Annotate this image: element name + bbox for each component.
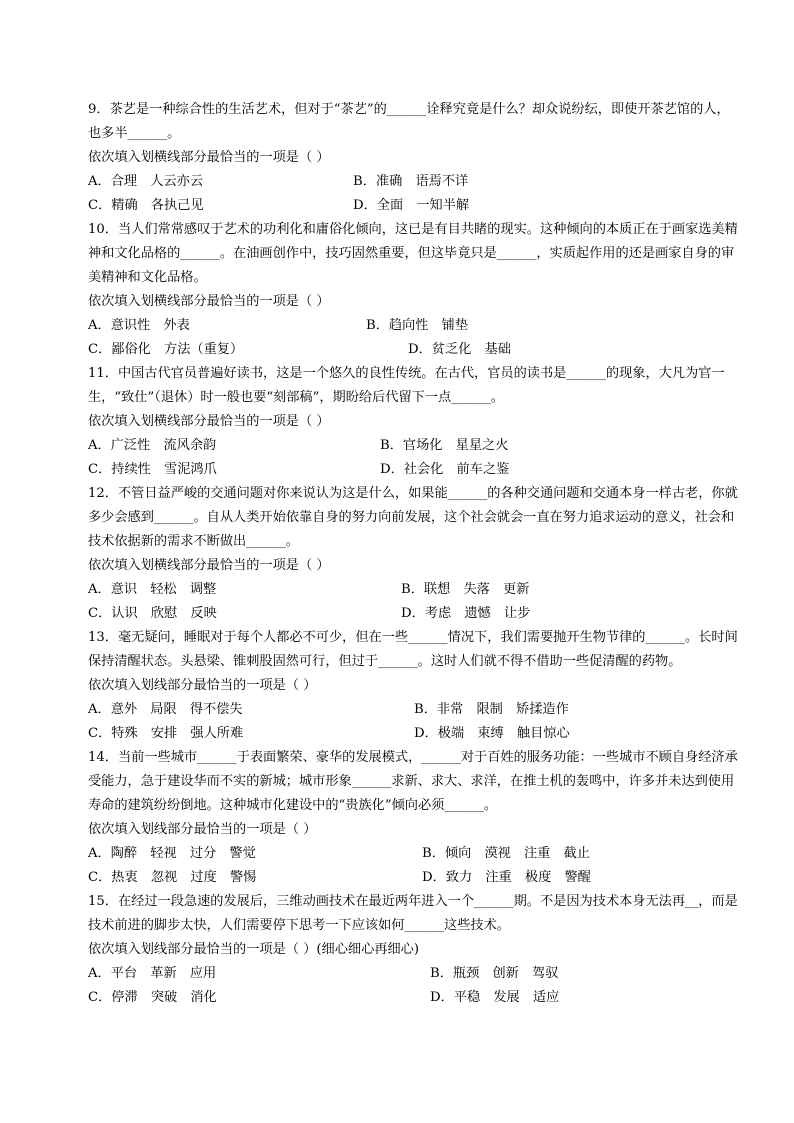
option-row (88, 722, 738, 746)
option-a[interactable]: A．平台 革新 应用 (88, 966, 217, 981)
option-b[interactable]: B．官场化 星星之火 (380, 438, 509, 453)
option-d[interactable]: D．贫乏化 基础 (408, 342, 511, 357)
option-d[interactable]: D．致力 注重 极度 警醒 (422, 870, 591, 885)
question-stem: 10．当人们常常感叹于艺术的功利化和庸俗化倾向，这已是有目共睹的现实。这种倾向的本质正在于画家选美精神和文化品格的______。在油画创作中，技巧固然重要，但这毕竟只是______，实质起作用的还是画家自身的审美精神和文化品格。 (88, 222, 738, 285)
option-c[interactable]: C．精确 各执己见 (88, 198, 204, 213)
question-10 (88, 218, 738, 362)
option-a[interactable]: A．意识 轻松 调整 (88, 582, 217, 597)
option-row (88, 962, 738, 986)
question-prompt: 依次填入划横线部分最恰当的一项是（ ） (88, 294, 330, 309)
option-c[interactable]: C．认识 欣慰 反映 (88, 606, 217, 621)
option-c[interactable]: C．热衷 忽视 过度 警惕 (88, 870, 257, 885)
document-page (88, 98, 738, 1010)
option-row (88, 698, 738, 722)
question-11 (88, 362, 738, 482)
option-b[interactable]: B．非常 限制 矫揉造作 (414, 702, 569, 717)
option-b[interactable]: B．准确 语焉不详 (353, 174, 469, 189)
option-a[interactable]: A．广泛性 流风余韵 (88, 438, 217, 453)
option-b[interactable]: B．联想 失落 更新 (401, 582, 530, 597)
question-stem: 11．中国古代官员普遍好读书，这是一个悠久的良性传统。在古代，官员的读书是______的现象，大凡为官一生，“致仕”（退休）时一般也要“刻部稿”，期盼给后代留下一点______。 (88, 366, 725, 405)
option-a[interactable]: A．合理 人云亦云 (88, 174, 204, 189)
option-d[interactable]: D．极端 束缚 触目惊心 (414, 726, 570, 741)
option-b[interactable]: B．趋向性 铺垫 (366, 318, 469, 333)
option-c[interactable]: C．持续性 雪泥鸿爪 (88, 462, 217, 477)
option-d[interactable]: D．考虑 遗憾 让步 (401, 606, 531, 621)
option-d[interactable]: D．全面 一知半解 (353, 198, 470, 213)
option-row (88, 170, 738, 194)
question-prompt: 依次填入划横线部分最恰当的一项是（ ） (88, 150, 330, 165)
option-b[interactable]: B．瓶颈 创新 驾驭 (430, 966, 559, 981)
option-a[interactable]: A．意外 局限 得不偿失 (88, 702, 243, 717)
option-row (88, 314, 738, 338)
option-row (88, 194, 738, 218)
option-d[interactable]: D．平稳 发展 适应 (430, 990, 560, 1005)
option-row (88, 338, 738, 362)
question-stem: 13．毫无疑问，睡眠对于每个人都必不可少，但在一些______情况下，我们需要抛开生物节律的______。长时间保持清醒状态。头悬梁、锥刺股固然可行，但过于______。这时人们就不得不借助一些促清醒的药物。 (88, 630, 738, 669)
question-13 (88, 626, 738, 746)
option-row (88, 866, 738, 890)
question-stem: 9．茶艺是一种综合性的生活艺术，但对于“茶艺”的______诠释究竟是什么？却众说纷纭，即使开茶艺馆的人，也多半______。 (88, 102, 730, 141)
option-row (88, 434, 738, 458)
question-9 (88, 98, 738, 218)
question-12 (88, 482, 738, 626)
question-15 (88, 890, 738, 1010)
question-prompt: 依次填入划线部分最恰当的一项是（ ）(细心细心再细心) (88, 942, 419, 957)
option-b[interactable]: B．倾向 漠视 注重 截止 (422, 846, 590, 861)
option-c[interactable]: C．特殊 安排 强人所难 (88, 726, 244, 741)
question-stem: 15．在经过一段急速的发展后，三维动画技术在最近两年进入一个______期。不是因为技术本身无法再__，而是技术前进的脚步太快，人们需要停下思考一下应该如何______这些技术。 (88, 894, 738, 933)
question-prompt: 依次填入划线部分最恰当的一项是（ ） (88, 678, 317, 693)
question-prompt: 依次填入划横线部分最恰当的一项是（ ） (88, 414, 330, 429)
question-stem: 14．当前一些城市______于表面繁荣、豪华的发展模式，______对于百姓的服务功能：一些城市不顾自身经济承受能力，急于建设华而不实的新城；城市形象______求新、求大、求洋，在推土机的轰鸣中，许多并未达到使用寿命的建筑纷纷倒地。这种城市化建设中的“贵族化”倾向必须______。 (88, 750, 738, 813)
option-row (88, 842, 738, 866)
option-c[interactable]: C．鄙俗化 方法（重复） (88, 342, 244, 357)
option-row (88, 578, 738, 602)
option-row (88, 458, 738, 482)
question-stem: 12．不管日益严峻的交通问题对你来说认为这是什么，如果能______的各种交通问题和交通本身一样古老，你就多少会感到______。自从人类开始依靠自身的努力向前发展，这个社会就会一直在努力追求运动的意义，社会和技术依据新的需求不断做出______。 (88, 486, 738, 549)
option-row (88, 602, 738, 626)
question-prompt: 依次填入划横线部分最恰当的一项是（ ） (88, 558, 330, 573)
option-c[interactable]: C．停滞 突破 消化 (88, 990, 217, 1005)
question-14 (88, 746, 738, 890)
option-a[interactable]: A．意识性 外表 (88, 318, 190, 333)
question-prompt: 依次填入划线部分最恰当的一项是（ ） (88, 822, 317, 837)
option-row (88, 986, 738, 1010)
option-d[interactable]: D．社会化 前车之鉴 (380, 462, 510, 477)
option-a[interactable]: A．陶醉 轻视 过分 警觉 (88, 846, 256, 861)
